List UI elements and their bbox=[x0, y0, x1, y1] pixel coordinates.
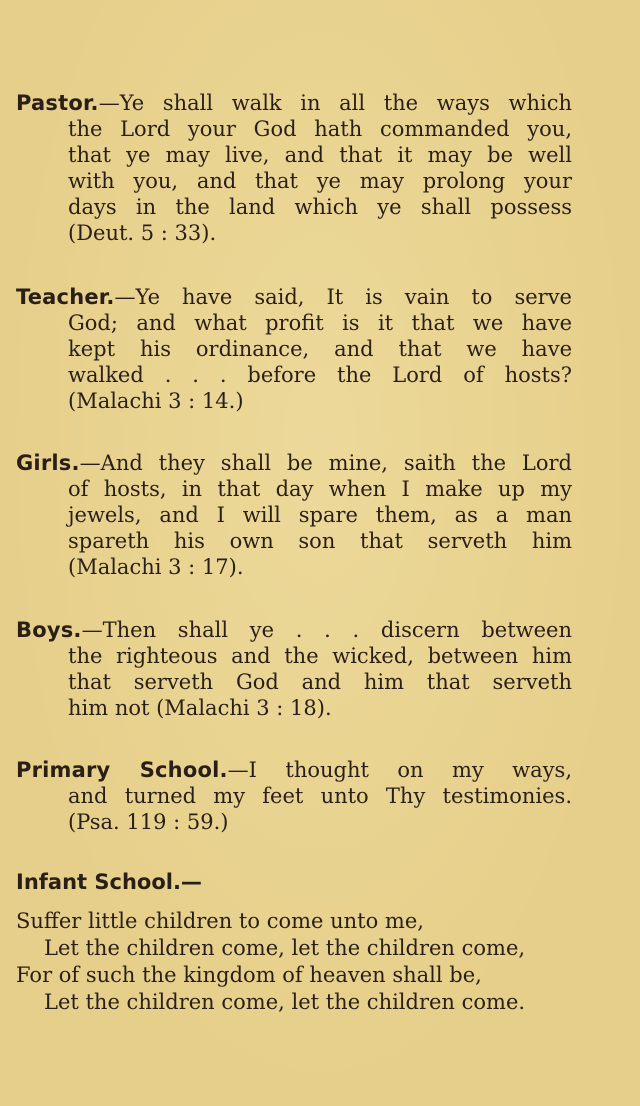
speaker-label: Boys. bbox=[16, 618, 82, 642]
section-first-line bbox=[16, 90, 572, 116]
verse-line: that ye may live, and that it may be well bbox=[68, 143, 572, 167]
verse-line: of hosts, in that day when I make up my bbox=[68, 477, 572, 501]
verse-line: with you, and that ye may prolong your bbox=[68, 169, 572, 193]
verse-reference: (Deut. 5 : 33). bbox=[68, 221, 217, 245]
poem-line: Let the children come, let the children come. bbox=[44, 990, 526, 1014]
poem-line: For of such the kingdom of heaven shall be, bbox=[16, 963, 482, 987]
section-first-line bbox=[16, 617, 572, 643]
verse-text: —I thought on my ways, bbox=[227, 758, 572, 782]
section-first-line bbox=[16, 450, 572, 476]
section-teacher bbox=[16, 284, 572, 414]
verse-text: —Ye shall walk in all the ways which bbox=[98, 91, 572, 115]
infant-school-poem bbox=[16, 908, 572, 1016]
speaker-label: Pastor. bbox=[16, 91, 99, 115]
section-first-line bbox=[16, 284, 572, 310]
verse-line: and turned my feet unto Thy testimonies. bbox=[68, 784, 572, 808]
verse-text: —And they shall be mine, saith the Lord bbox=[79, 451, 572, 475]
section-girls bbox=[16, 450, 572, 580]
verse-line: spareth his own son that serveth him bbox=[68, 529, 572, 553]
verse-text: —Ye have said, It is vain to serve bbox=[114, 285, 572, 309]
section-pastor bbox=[16, 90, 572, 246]
speaker-label: Teacher. bbox=[16, 285, 115, 309]
verse-line: God; and what profit is it that we have bbox=[68, 311, 572, 335]
section-first-line bbox=[16, 757, 572, 783]
verse-line: that serveth God and him that serveth bbox=[68, 670, 572, 694]
verse-line: the Lord your God hath commanded you, bbox=[68, 117, 572, 141]
verse-reference: (Malachi 3 : 14.) bbox=[68, 389, 244, 413]
verse-line: jewels, and I will spare them, as a man bbox=[68, 503, 572, 527]
verse-reference: (Malachi 3 : 17). bbox=[68, 555, 244, 579]
speaker-label: Girls. bbox=[16, 451, 80, 475]
verse-reference: (Psa. 119 : 59.) bbox=[68, 810, 229, 834]
section-primary-school bbox=[16, 757, 572, 835]
verse-line: days in the land which ye shall possess bbox=[68, 195, 572, 219]
speaker-label: Primary School. bbox=[16, 758, 228, 782]
verse-text: —Then shall ye . . . discern between bbox=[81, 618, 572, 642]
poem-line: Let the children come, let the children come, bbox=[44, 936, 526, 960]
section-boys bbox=[16, 617, 572, 721]
verse-line: walked . . . before the Lord of hosts? bbox=[68, 363, 572, 387]
infant-school-heading: Infant School.— bbox=[16, 870, 202, 894]
verse-line: the righteous and the wicked, between him bbox=[68, 644, 572, 668]
verse-reference: him not (Malachi 3 : 18). bbox=[68, 696, 332, 720]
poem-line: Suffer little children to come unto me, bbox=[16, 909, 424, 933]
verse-line: kept his ordinance, and that we have bbox=[68, 337, 572, 361]
